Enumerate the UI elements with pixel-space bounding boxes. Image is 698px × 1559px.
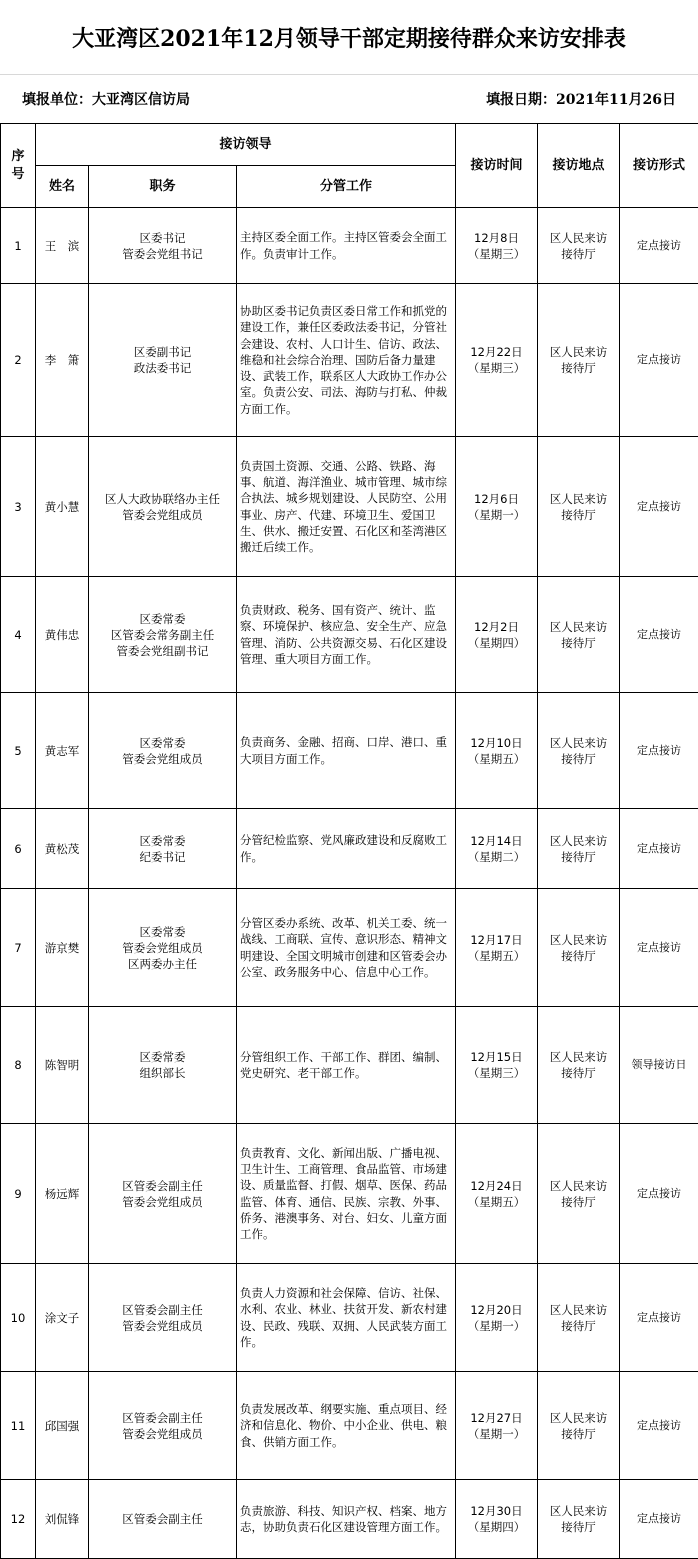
form-cell bbox=[620, 284, 698, 437]
name-text: 李 箫 bbox=[36, 352, 88, 368]
seq-text: 3 bbox=[1, 499, 35, 515]
duty-cell bbox=[237, 208, 456, 284]
position-line-2: 管委会党组书记 bbox=[89, 246, 236, 262]
date-text: 12月2日 bbox=[456, 619, 537, 635]
place-cell bbox=[538, 889, 620, 1007]
place-line-1: 区人民来访 bbox=[538, 1049, 619, 1065]
table-row bbox=[1, 577, 698, 693]
duty-text: 负责国土资源、交通、公路、铁路、海事、航道、海洋渔业、城市管理、城市综合执法、城乡规划建设、人民防空、公用事业、房产、代建、环境卫生、爱国卫生、供水、搬迁安置、石化区和荃湾港区搬迁后续工作。 bbox=[240, 458, 452, 555]
position-cell bbox=[89, 1124, 237, 1264]
date-text: 12月20日 bbox=[456, 1302, 537, 1318]
date-text: 12月17日 bbox=[456, 932, 537, 948]
table-row bbox=[1, 1124, 698, 1264]
form-cell bbox=[620, 693, 698, 809]
place-line-1: 区人民来访 bbox=[538, 491, 619, 507]
duty-cell bbox=[237, 437, 456, 577]
place-line-2: 接待厅 bbox=[538, 246, 619, 262]
place-line-2: 接待厅 bbox=[538, 635, 619, 651]
weekday-text: （星期二） bbox=[456, 849, 537, 865]
leader-group-header: 接访领导 bbox=[36, 124, 456, 166]
duty-text: 负责发展改革、纲要实施、重点项目、经济和信息化、物价、中小企业、供电、粮食、供销方面工作。 bbox=[240, 1401, 452, 1450]
form-cell bbox=[620, 1007, 698, 1124]
position-line-1: 区管委会副主任 bbox=[89, 1302, 236, 1318]
date-text: 12月6日 bbox=[456, 491, 537, 507]
duty-cell bbox=[237, 577, 456, 693]
form-cell bbox=[620, 1264, 698, 1372]
seq-cell bbox=[1, 208, 36, 284]
duty-text: 负责财政、税务、国有资产、统计、监察、环境保护、核应急、安全生产、应急管理、消防、公共资源交易、石化区建设管理、重大项目方面工作。 bbox=[240, 602, 452, 667]
name-cell bbox=[36, 1124, 89, 1264]
name-cell bbox=[36, 437, 89, 577]
seq-text: 5 bbox=[1, 743, 35, 759]
form-text: 定点接访 bbox=[620, 1511, 698, 1527]
position-cell bbox=[89, 1007, 237, 1124]
duty-text: 分管纪检监察、党风廉政建设和反腐败工作。 bbox=[240, 832, 452, 864]
schedule-rows bbox=[1, 208, 698, 1559]
duty-cell bbox=[237, 1372, 456, 1480]
position-line-2: 区管委会常务副主任 bbox=[89, 627, 236, 643]
form-cell bbox=[620, 1480, 698, 1559]
position-line-2: 纪委书记 bbox=[89, 849, 236, 865]
seq-cell bbox=[1, 284, 36, 437]
date-text: 12月10日 bbox=[456, 735, 537, 751]
position-cell bbox=[89, 809, 237, 889]
table-row bbox=[1, 1372, 698, 1480]
date-text: 12月22日 bbox=[456, 344, 537, 360]
place-cell bbox=[538, 1264, 620, 1372]
seq-cell bbox=[1, 809, 36, 889]
name-text: 陈智明 bbox=[36, 1057, 88, 1073]
form-text: 定点接访 bbox=[620, 238, 698, 254]
seq-cell bbox=[1, 577, 36, 693]
duty-text: 分管组织工作、干部工作、群团、编制、党史研究、老干部工作。 bbox=[240, 1049, 452, 1081]
table-row bbox=[1, 284, 698, 437]
seq-text: 7 bbox=[1, 940, 35, 956]
seq-cell bbox=[1, 1372, 36, 1480]
place-line-1: 区人民来访 bbox=[538, 344, 619, 360]
name-text: 杨远辉 bbox=[36, 1186, 88, 1202]
place-cell bbox=[538, 1007, 620, 1124]
form-cell bbox=[620, 809, 698, 889]
name-text: 刘侃锋 bbox=[36, 1511, 88, 1527]
position-line-2: 管委会党组成员 bbox=[89, 1318, 236, 1334]
duty-text: 主持区委全面工作。主持区管委会全面工作。负责审计工作。 bbox=[240, 229, 452, 261]
time-cell bbox=[456, 1124, 538, 1264]
table-row bbox=[1, 208, 698, 284]
name-cell bbox=[36, 1372, 89, 1480]
position-line-2: 管委会党组成员 bbox=[89, 507, 236, 523]
name-text: 黄伟忠 bbox=[36, 627, 88, 643]
name-cell bbox=[36, 1480, 89, 1559]
position-line-1: 区管委会副主任 bbox=[89, 1178, 236, 1194]
seq-text: 1 bbox=[1, 238, 35, 254]
seq-text: 2 bbox=[1, 352, 35, 368]
seq-text: 4 bbox=[1, 627, 35, 643]
place-cell bbox=[538, 693, 620, 809]
place-cell bbox=[538, 1372, 620, 1480]
place-line-1: 区人民来访 bbox=[538, 1410, 619, 1426]
time-cell bbox=[456, 693, 538, 809]
duty-cell bbox=[237, 1264, 456, 1372]
table-row bbox=[1, 1007, 698, 1124]
place-line-2: 接待厅 bbox=[538, 360, 619, 376]
name-header: 姓名 bbox=[36, 166, 89, 208]
place-line-1: 区人民来访 bbox=[538, 619, 619, 635]
date-text: 12月27日 bbox=[456, 1410, 537, 1426]
time-cell bbox=[456, 437, 538, 577]
place-line-2: 接待厅 bbox=[538, 849, 619, 865]
place-line-2: 接待厅 bbox=[538, 1426, 619, 1442]
position-line-3: 区两委办主任 bbox=[89, 956, 236, 972]
position-line-2: 管委会党组成员 bbox=[89, 1426, 236, 1442]
form-text: 定点接访 bbox=[620, 1310, 698, 1326]
seq-cell bbox=[1, 693, 36, 809]
seq-text: 11 bbox=[1, 1418, 35, 1434]
duty-cell bbox=[237, 284, 456, 437]
form-cell bbox=[620, 1372, 698, 1480]
name-cell bbox=[36, 809, 89, 889]
form-text: 定点接访 bbox=[620, 352, 698, 368]
duty-text: 协助区委书记负责区委日常工作和抓党的建设工作，兼任区委政法委书记，分管社会建设、农村、人口计生、信访、政法、维稳和社会综合治理、国防后备力量建设、武装工作，联系区人大政协工作办公室。负责公安、司法、海防与打私、仲裁方面工作。 bbox=[240, 303, 452, 416]
form-cell bbox=[620, 577, 698, 693]
place-line-1: 区人民来访 bbox=[538, 735, 619, 751]
position-cell bbox=[89, 1480, 237, 1559]
duty-cell bbox=[237, 1124, 456, 1264]
duty-text: 负责人力资源和社会保障、信访、社保、水利、农业、林业、扶贫开发、新农村建设、民政、残联、双拥、人民武装方面工作。 bbox=[240, 1285, 452, 1350]
form-text: 定点接访 bbox=[620, 940, 698, 956]
position-cell bbox=[89, 889, 237, 1007]
position-line-1: 区委常委 bbox=[89, 1049, 236, 1065]
reporting-date: 填报日期：2021年11月26日 bbox=[486, 89, 676, 109]
position-line-2: 管委会党组成员 bbox=[89, 940, 236, 956]
place-cell bbox=[538, 437, 620, 577]
position-cell bbox=[89, 577, 237, 693]
name-cell bbox=[36, 284, 89, 437]
time-cell bbox=[456, 208, 538, 284]
place-cell bbox=[538, 1480, 620, 1559]
seq-header-text: 序号 bbox=[11, 148, 25, 184]
name-text: 游京樊 bbox=[36, 940, 88, 956]
table-row bbox=[1, 693, 698, 809]
position-line-1: 区管委会副主任 bbox=[89, 1511, 236, 1527]
seq-cell bbox=[1, 1007, 36, 1124]
position-line-1: 区委常委 bbox=[89, 735, 236, 751]
place-cell bbox=[538, 284, 620, 437]
page-title: 大亚湾区2021年12月领导干部定期接待群众来访安排表 bbox=[0, 0, 698, 75]
date-text: 12月30日 bbox=[456, 1503, 537, 1519]
position-line-1: 区人大政协联络办主任 bbox=[89, 491, 236, 507]
form-text: 定点接访 bbox=[620, 743, 698, 759]
schedule-table bbox=[0, 123, 698, 1559]
date-text: 12月8日 bbox=[456, 230, 537, 246]
place-cell bbox=[538, 577, 620, 693]
form-cell bbox=[620, 437, 698, 577]
seq-text: 8 bbox=[1, 1057, 35, 1073]
seq-cell bbox=[1, 1264, 36, 1372]
weekday-text: （星期一） bbox=[456, 507, 537, 523]
place-line-2: 接待厅 bbox=[538, 751, 619, 767]
name-text: 王 滨 bbox=[36, 238, 88, 254]
seq-text: 9 bbox=[1, 1186, 35, 1202]
name-text: 黄志军 bbox=[36, 743, 88, 759]
seq-text: 6 bbox=[1, 841, 35, 857]
place-line-1: 区人民来访 bbox=[538, 1503, 619, 1519]
table-row bbox=[1, 1264, 698, 1372]
position-cell bbox=[89, 437, 237, 577]
place-line-1: 区人民来访 bbox=[538, 1302, 619, 1318]
duty-text: 负责旅游、科技、知识产权、档案、地方志，协助负责石化区建设管理方面工作。 bbox=[240, 1503, 452, 1535]
name-text: 黄小慧 bbox=[36, 499, 88, 515]
position-line-2: 组织部长 bbox=[89, 1065, 236, 1081]
place-cell bbox=[538, 208, 620, 284]
table-row bbox=[1, 1480, 698, 1559]
place-line-2: 接待厅 bbox=[538, 1065, 619, 1081]
seq-cell bbox=[1, 437, 36, 577]
position-line-1: 区委常委 bbox=[89, 611, 236, 627]
seq-cell bbox=[1, 1124, 36, 1264]
position-cell bbox=[89, 1264, 237, 1372]
name-text: 黄松茂 bbox=[36, 841, 88, 857]
position-header: 职务 bbox=[89, 166, 237, 208]
form-text: 定点接访 bbox=[620, 1418, 698, 1434]
weekday-text: （星期五） bbox=[456, 751, 537, 767]
form-header: 接访形式 bbox=[620, 124, 698, 208]
position-line-1: 区委书记 bbox=[89, 230, 236, 246]
name-cell bbox=[36, 693, 89, 809]
place-line-2: 接待厅 bbox=[538, 1519, 619, 1535]
place-line-2: 接待厅 bbox=[538, 948, 619, 964]
place-line-1: 区人民来访 bbox=[538, 1178, 619, 1194]
form-cell bbox=[620, 889, 698, 1007]
duty-text: 分管区委办系统、改革、机关工委、统一战线、工商联、宣传、意识形态、精神文明建设、全国文明城市创建和区管委会办公室、政务服务中心、信息中心工作。 bbox=[240, 915, 452, 980]
place-line-2: 接待厅 bbox=[538, 507, 619, 523]
name-cell bbox=[36, 889, 89, 1007]
reporting-unit: 填报单位：大亚湾区信访局 bbox=[22, 89, 190, 109]
seq-cell bbox=[1, 889, 36, 1007]
name-cell bbox=[36, 577, 89, 693]
name-text: 涂文子 bbox=[36, 1310, 88, 1326]
duty-text: 负责商务、金融、招商、口岸、港口、重大项目方面工作。 bbox=[240, 734, 452, 766]
place-line-1: 区人民来访 bbox=[538, 230, 619, 246]
weekday-text: （星期一） bbox=[456, 1426, 537, 1442]
date-text: 12月15日 bbox=[456, 1049, 537, 1065]
place-line-2: 接待厅 bbox=[538, 1318, 619, 1334]
position-line-3: 管委会党组副书记 bbox=[89, 643, 236, 659]
position-line-2: 管委会党组成员 bbox=[89, 751, 236, 767]
place-cell bbox=[538, 1124, 620, 1264]
time-cell bbox=[456, 577, 538, 693]
position-line-1: 区委副书记 bbox=[89, 344, 236, 360]
weekday-text: （星期三） bbox=[456, 360, 537, 376]
form-text: 定点接访 bbox=[620, 1186, 698, 1202]
position-cell bbox=[89, 284, 237, 437]
weekday-text: （星期一） bbox=[456, 1318, 537, 1334]
weekday-text: （星期四） bbox=[456, 1519, 537, 1535]
name-text: 邱国强 bbox=[36, 1418, 88, 1434]
place-line-1: 区人民来访 bbox=[538, 833, 619, 849]
place-line-2: 接待厅 bbox=[538, 1194, 619, 1210]
place-line-1: 区人民来访 bbox=[538, 932, 619, 948]
table-row bbox=[1, 809, 698, 889]
place-cell bbox=[538, 809, 620, 889]
time-header: 接访时间 bbox=[456, 124, 538, 208]
time-cell bbox=[456, 1372, 538, 1480]
weekday-text: （星期三） bbox=[456, 1065, 537, 1081]
report-meta bbox=[0, 75, 698, 123]
weekday-text: （星期五） bbox=[456, 1194, 537, 1210]
time-cell bbox=[456, 284, 538, 437]
place-header: 接访地点 bbox=[538, 124, 620, 208]
time-cell bbox=[456, 1007, 538, 1124]
position-line-1: 区委常委 bbox=[89, 833, 236, 849]
seq-text: 12 bbox=[1, 1511, 35, 1527]
duty-header: 分管工作 bbox=[237, 166, 456, 208]
table-row bbox=[1, 889, 698, 1007]
form-cell bbox=[620, 1124, 698, 1264]
name-cell bbox=[36, 208, 89, 284]
position-cell bbox=[89, 693, 237, 809]
position-cell bbox=[89, 1372, 237, 1480]
weekday-text: （星期五） bbox=[456, 948, 537, 964]
duty-cell bbox=[237, 1480, 456, 1559]
form-text: 定点接访 bbox=[620, 499, 698, 515]
form-text: 定点接访 bbox=[620, 841, 698, 857]
seq-cell bbox=[1, 1480, 36, 1559]
duty-cell bbox=[237, 693, 456, 809]
time-cell bbox=[456, 1264, 538, 1372]
position-cell bbox=[89, 208, 237, 284]
position-line-1: 区管委会副主任 bbox=[89, 1410, 236, 1426]
duty-cell bbox=[237, 889, 456, 1007]
position-line-2: 政法委书记 bbox=[89, 360, 236, 376]
seq-text: 10 bbox=[1, 1310, 35, 1326]
seq-header bbox=[1, 124, 36, 208]
position-line-2: 管委会党组成员 bbox=[89, 1194, 236, 1210]
time-cell bbox=[456, 889, 538, 1007]
date-text: 12月14日 bbox=[456, 833, 537, 849]
name-cell bbox=[36, 1264, 89, 1372]
date-text: 12月24日 bbox=[456, 1178, 537, 1194]
form-text: 领导接访日 bbox=[620, 1057, 698, 1073]
table-row bbox=[1, 437, 698, 577]
time-cell bbox=[456, 1480, 538, 1559]
name-cell bbox=[36, 1007, 89, 1124]
form-text: 定点接访 bbox=[620, 627, 698, 643]
duty-cell bbox=[237, 1007, 456, 1124]
time-cell bbox=[456, 809, 538, 889]
duty-cell bbox=[237, 809, 456, 889]
weekday-text: （星期三） bbox=[456, 246, 537, 262]
duty-text: 负责教育、文化、新闻出版、广播电视、卫生计生、工商管理、食品监管、市场建设、质量监督、打假、烟草、医保、药品监管、体育、通信、民族、宗教、外事、侨务、港澳事务、对台、妇女、儿童方面工作。 bbox=[240, 1145, 452, 1242]
position-line-1: 区委常委 bbox=[89, 924, 236, 940]
form-cell bbox=[620, 208, 698, 284]
weekday-text: （星期四） bbox=[456, 635, 537, 651]
